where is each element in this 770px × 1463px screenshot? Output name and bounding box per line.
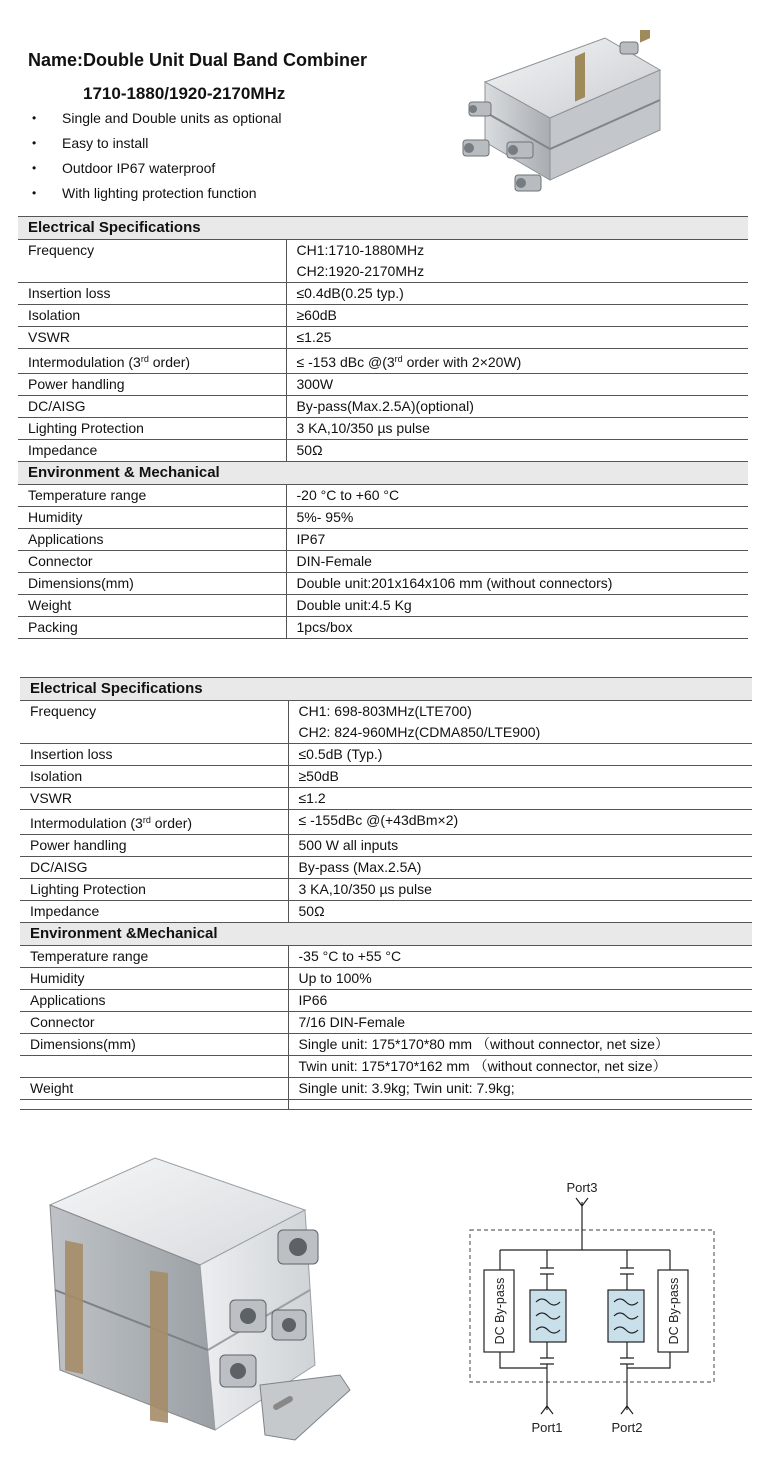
- spec-label: Lighting Protection: [18, 418, 286, 440]
- spec-value: [288, 701, 752, 744]
- spec-value: IP67: [286, 529, 748, 551]
- spec-label: VSWR: [20, 788, 288, 810]
- spec-value: [288, 1100, 752, 1110]
- spec-value: IP66: [288, 990, 752, 1012]
- section-title: Environment &Mechanical: [20, 923, 752, 946]
- spec-value: Twin unit: 175*170*162 mm （without connector, net size）: [288, 1056, 752, 1078]
- label-text: order): [148, 354, 191, 370]
- table-row: [18, 305, 748, 327]
- spec-label: Dimensions(mm): [18, 573, 286, 595]
- wire: [547, 1342, 627, 1358]
- value-text: order with 2×20W): [402, 354, 522, 370]
- spec-label: Dimensions(mm): [20, 1034, 288, 1056]
- spec-value: ≤0.5dB (Typ.): [288, 744, 752, 766]
- spec-value-line: CH1:1710-1880MHz: [296, 242, 425, 258]
- table-row: [18, 418, 748, 440]
- feature-list: [30, 108, 282, 208]
- spec-value: Double unit:4.5 Kg: [286, 595, 748, 617]
- table-row: [20, 744, 752, 766]
- spec-value: ≤1.2: [288, 788, 752, 810]
- spec-value: 50Ω: [286, 440, 748, 462]
- section-header-row: [20, 678, 752, 701]
- spec-label: Frequency: [18, 240, 286, 283]
- spec-label: Weight: [18, 595, 286, 617]
- wire: [547, 1274, 627, 1290]
- spec-label: Isolation: [20, 766, 288, 788]
- combiner-device-photo: [40, 1150, 400, 1450]
- port3-label: Port3: [566, 1180, 598, 1195]
- spec-label: Weight: [20, 1078, 288, 1100]
- feature-item: • With lighting protection function: [30, 183, 282, 208]
- feature-item: • Easy to install: [30, 133, 282, 158]
- feature-item: • Single and Double units as optional: [30, 108, 282, 133]
- spec-value: 1pcs/box: [286, 617, 748, 639]
- spec-label: Isolation: [18, 305, 286, 327]
- port1-label: Port1: [531, 1420, 563, 1435]
- label-superscript: rd: [140, 354, 149, 364]
- table-row: [20, 788, 752, 810]
- spec-label: Insertion loss: [18, 283, 286, 305]
- spec-value: By-pass (Max.2.5A): [288, 857, 752, 879]
- spec-value: 500 W all inputs: [288, 835, 752, 857]
- table-row: [18, 440, 748, 462]
- table-row: [18, 573, 748, 595]
- spec-table-1800-2100: [18, 216, 748, 639]
- table-row: [18, 240, 748, 283]
- spec-value: 3 KA,10/350 µs pulse: [288, 879, 752, 901]
- section-header-row: [18, 217, 748, 240]
- spec-value-line: CH2:1920-2170MHz: [296, 263, 425, 279]
- feature-item: • Outdoor IP67 waterproof: [30, 158, 282, 183]
- capacitor-icon: [620, 1358, 634, 1364]
- spec-value: DIN-Female: [286, 551, 748, 573]
- spec-label: [20, 1100, 288, 1110]
- spec-label: VSWR: [18, 327, 286, 349]
- spec-value: ≥50dB: [288, 766, 752, 788]
- spec-value: 7/16 DIN-Female: [288, 1012, 752, 1034]
- table-row: [18, 551, 748, 573]
- dc-bypass-label-right: DC By-pass: [667, 1277, 681, 1345]
- table-row: [20, 857, 752, 879]
- spec-value: ≤1.25: [286, 327, 748, 349]
- port2-label: Port2: [611, 1420, 643, 1435]
- spec-value: ≤0.4dB(0.25 typ.): [286, 283, 748, 305]
- section-header-row: [20, 923, 752, 946]
- spec-label: Temperature range: [18, 485, 286, 507]
- spec-value: Up to 100%: [288, 968, 752, 990]
- section-title: Environment & Mechanical: [18, 462, 748, 485]
- table-row: [18, 374, 748, 396]
- label-superscript: rd: [142, 815, 151, 825]
- table-row: [20, 901, 752, 923]
- section-header-row: [18, 462, 748, 485]
- section-title: Electrical Specifications: [20, 678, 752, 701]
- spec-label: Insertion loss: [20, 744, 288, 766]
- spec-value: [286, 349, 748, 374]
- label-text: Intermodulation (3: [28, 354, 141, 370]
- table-row: [20, 701, 752, 744]
- combiner-block-diagram: [462, 1170, 722, 1445]
- spec-value: Single unit: 175*170*80 mm （without connector, net size）: [288, 1034, 752, 1056]
- table-row: [20, 990, 752, 1012]
- spec-label: Impedance: [20, 901, 288, 923]
- spec-label: Impedance: [18, 440, 286, 462]
- spec-label: DC/AISG: [18, 396, 286, 418]
- spec-label: Connector: [18, 551, 286, 573]
- spec-label: Temperature range: [20, 946, 288, 968]
- table-row-empty: [20, 1100, 752, 1110]
- table-row: [18, 595, 748, 617]
- capacitor-icon: [540, 1358, 554, 1364]
- product-title: Name:Double Unit Dual Band Combiner: [28, 50, 368, 70]
- spec-table-700-900: [20, 677, 752, 1110]
- wire: [547, 1364, 627, 1410]
- spec-label: Power handling: [18, 374, 286, 396]
- spec-label: [18, 349, 286, 374]
- value-superscript: rd: [394, 354, 403, 364]
- label-text: order): [150, 815, 193, 831]
- combiner-product-photo: [455, 30, 685, 210]
- spec-value: -20 °C to +60 °C: [286, 485, 748, 507]
- spec-value: 50Ω: [288, 901, 752, 923]
- table-row: [20, 835, 752, 857]
- wire: [500, 1352, 670, 1368]
- table-row: [20, 1034, 752, 1056]
- section-title: Electrical Specifications: [18, 217, 748, 240]
- table-row: [18, 283, 748, 305]
- table-row: [20, 810, 752, 835]
- table-row: [20, 879, 752, 901]
- wire: [547, 1250, 627, 1268]
- spec-value: Single unit: 3.9kg; Twin unit: 7.9kg;: [288, 1078, 752, 1100]
- spec-label: Power handling: [20, 835, 288, 857]
- spec-value: -35 °C to +55 °C: [288, 946, 752, 968]
- table-row: [20, 1012, 752, 1034]
- spec-label: Connector: [20, 1012, 288, 1034]
- spec-label: Frequency: [20, 701, 288, 744]
- table-row: [18, 485, 748, 507]
- spec-label: Applications: [18, 529, 286, 551]
- table-row: [20, 766, 752, 788]
- table-row: [18, 617, 748, 639]
- table-row: [18, 349, 748, 374]
- spec-value: 300W: [286, 374, 748, 396]
- spec-label: DC/AISG: [20, 857, 288, 879]
- spec-label: Applications: [20, 990, 288, 1012]
- table-row: [18, 529, 748, 551]
- table-row: [20, 1078, 752, 1100]
- capacitor-icon: [540, 1268, 554, 1274]
- spec-label: Lighting Protection: [20, 879, 288, 901]
- spec-value-line: CH2: 824-960MHz(CDMA850/LTE900): [298, 724, 541, 740]
- capacitor-icon: [620, 1268, 634, 1274]
- spec-label: Humidity: [18, 507, 286, 529]
- table-row: [18, 507, 748, 529]
- spec-value: 3 KA,10/350 µs pulse: [286, 418, 748, 440]
- spec-value: By-pass(Max.2.5A)(optional): [286, 396, 748, 418]
- product-header: [0, 0, 770, 215]
- label-text: Intermodulation (3: [30, 815, 143, 831]
- spec-value-line: CH1: 698-803MHz(LTE700): [298, 703, 472, 719]
- table-row: [18, 396, 748, 418]
- wire: [500, 1250, 670, 1270]
- product-frequency-subtitle: 1710-1880/1920-2170MHz: [83, 84, 286, 103]
- table-row: [20, 968, 752, 990]
- spec-value: [286, 240, 748, 283]
- table-row: [20, 1056, 752, 1078]
- spec-label: [20, 1056, 288, 1078]
- value-text: ≤ -153 dBc @(3: [296, 354, 395, 370]
- spec-label: Humidity: [20, 968, 288, 990]
- spec-label: [20, 810, 288, 835]
- spec-value: ≥60dB: [286, 305, 748, 327]
- table-row: [18, 327, 748, 349]
- spec-label: Packing: [18, 617, 286, 639]
- table-row: [20, 946, 752, 968]
- spec-value: 5%- 95%: [286, 507, 748, 529]
- dc-bypass-label-left: DC By-pass: [493, 1277, 507, 1345]
- spec-value: Double unit:201x164x106 mm (without connectors): [286, 573, 748, 595]
- spec-value: ≤ -155dBc @(+43dBm×2): [288, 810, 752, 835]
